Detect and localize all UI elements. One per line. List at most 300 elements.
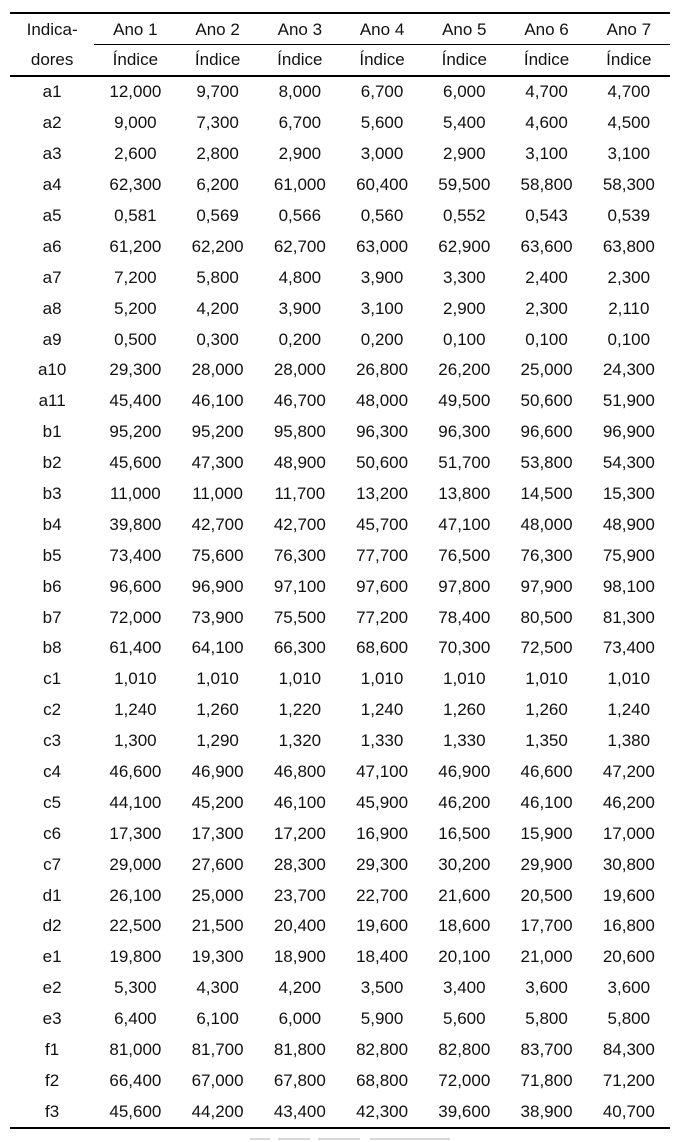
index-value-cell: 14,500 (520, 484, 573, 504)
index-value-cell: 66,400 (109, 1070, 162, 1090)
index-value-cell: 96,300 (438, 422, 491, 442)
index-value-cell: 0,100 (525, 329, 568, 349)
index-value-cell: 73,400 (602, 638, 655, 658)
index-value-cell: 68,800 (356, 1070, 409, 1090)
header-year: Ano 7 (588, 13, 670, 45)
index-value-cell: 2,300 (525, 298, 568, 318)
index-value-cell: 40,700 (602, 1101, 655, 1121)
index-value-cell: 46,900 (191, 762, 244, 782)
index-value-cell: 0,100 (443, 329, 486, 349)
index-value-cell: 63,000 (356, 236, 409, 256)
index-value-cell: 13,200 (356, 484, 409, 504)
index-value-cell: 72,500 (520, 638, 573, 658)
index-value-cell: 1,350 (525, 731, 568, 751)
index-value-cell: 46,600 (109, 762, 162, 782)
index-value-cell: 72,000 (438, 1070, 491, 1090)
index-value-cell: 47,100 (356, 762, 409, 782)
index-value-cell: 48,000 (356, 391, 409, 411)
index-value-cell: 0,566 (278, 206, 322, 225)
table-row (10, 880, 670, 911)
index-value-cell: 45,600 (109, 1101, 162, 1121)
index-value-cell: 0,300 (196, 329, 239, 349)
index-value-cell: 77,700 (356, 545, 409, 565)
indicator-label: e3 (42, 1009, 62, 1029)
index-value-cell: 17,300 (191, 823, 244, 843)
index-value-cell: 19,300 (191, 947, 244, 967)
table-row (10, 849, 670, 880)
index-value-cell: 2,900 (443, 144, 486, 164)
index-value-cell: 3,300 (443, 267, 486, 287)
index-value-cell: 1,240 (607, 700, 651, 720)
indicator-label: b8 (42, 638, 62, 658)
indicator-label: a5 (42, 206, 62, 225)
index-value-cell: 3,600 (607, 978, 651, 998)
index-value-cell: 1,220 (278, 700, 322, 720)
header-index: Índice (277, 50, 323, 69)
index-value-cell: 5,800 (525, 1009, 568, 1029)
index-value-cell: 4,700 (525, 82, 568, 102)
index-value-cell: 11,700 (274, 484, 326, 504)
index-value-cell: 51,900 (602, 391, 655, 411)
indicator-label: a3 (42, 144, 62, 164)
header-year: Ano 4 (341, 13, 423, 45)
index-value-cell: 11,000 (192, 484, 243, 504)
index-value-cell: 61,400 (109, 638, 162, 658)
index-value-cell: 28,300 (273, 854, 326, 874)
index-value-cell: 84,300 (602, 1040, 655, 1060)
index-value-cell: 46,900 (438, 762, 491, 782)
index-value-cell: 46,100 (191, 391, 244, 411)
index-value-cell: 12,000 (109, 82, 162, 102)
index-value-cell: 9,000 (114, 113, 157, 133)
index-value-cell: 26,200 (438, 360, 491, 380)
index-value-cell: 1,330 (360, 731, 404, 751)
index-value-cell: 76,500 (438, 545, 491, 565)
index-value-cell: 13,800 (438, 484, 491, 504)
index-value-cell: 30,200 (438, 854, 491, 874)
index-value-cell: 7,200 (114, 267, 157, 287)
index-value-cell: 2,600 (114, 144, 157, 164)
index-value-cell: 0,569 (196, 206, 239, 225)
index-value-cell: 2,800 (196, 144, 239, 164)
index-value-cell: 66,300 (273, 638, 326, 658)
index-value-cell: 97,800 (438, 576, 491, 596)
index-value-cell: 3,500 (360, 978, 404, 998)
index-value-cell: 5,800 (196, 267, 239, 287)
index-value-cell: 42,700 (273, 514, 326, 534)
index-value-cell: 96,900 (602, 422, 655, 442)
index-value-cell: 62,900 (438, 236, 491, 256)
indicators-table-container (10, 12, 670, 1129)
index-value-cell: 17,300 (109, 823, 162, 843)
index-value-cell: 1,260 (525, 700, 568, 720)
index-value-cell: 46,200 (438, 792, 491, 812)
index-value-cell: 75,600 (191, 545, 244, 565)
index-value-cell: 39,600 (438, 1101, 491, 1121)
index-value-cell: 3,100 (607, 144, 651, 164)
table-row (10, 293, 670, 324)
index-value-cell: 19,600 (356, 916, 409, 936)
index-value-cell: 5,600 (443, 1009, 486, 1029)
index-value-cell: 78,400 (438, 607, 491, 627)
indicator-label: c5 (43, 792, 62, 812)
header-year: Ano 6 (505, 13, 587, 45)
indicator-label: b5 (42, 545, 62, 565)
index-value-cell: 53,800 (520, 453, 573, 473)
index-value-cell: 3,100 (360, 298, 404, 318)
table-row (10, 633, 670, 664)
index-value-cell: 2,900 (443, 298, 486, 318)
indicator-label: e2 (42, 978, 62, 998)
index-value-cell: 6,000 (443, 82, 486, 102)
index-value-cell: 0,500 (114, 329, 157, 349)
header-index: Índice (441, 50, 487, 69)
index-value-cell: 4,200 (278, 978, 322, 998)
index-value-cell: 81,000 (109, 1040, 162, 1060)
table-row (10, 448, 670, 479)
indicator-label: a7 (42, 267, 62, 287)
indicator-label: b3 (42, 484, 62, 504)
index-value-cell: 17,700 (520, 916, 573, 936)
index-value-cell: 9,700 (196, 82, 239, 102)
index-value-cell: 96,900 (191, 576, 244, 596)
index-value-cell: 76,300 (520, 545, 573, 565)
table-row (10, 695, 670, 726)
index-value-cell: 95,200 (191, 422, 244, 442)
index-value-cell: 26,800 (356, 360, 409, 380)
table-body (10, 76, 670, 1128)
index-value-cell: 16,900 (356, 823, 409, 843)
index-value-cell: 46,800 (273, 762, 326, 782)
index-value-cell: 81,700 (191, 1040, 244, 1060)
table-row (10, 1035, 670, 1066)
index-value-cell: 29,900 (520, 854, 573, 874)
header-index: Índice (359, 50, 405, 69)
index-value-cell: 4,500 (607, 113, 651, 133)
indicator-label: f3 (45, 1101, 60, 1121)
indicator-label: c1 (43, 669, 62, 689)
index-value-cell: 46,200 (602, 792, 655, 812)
header-year: Ano 5 (423, 13, 505, 45)
index-value-cell: 71,800 (520, 1070, 573, 1090)
index-value-cell: 5,900 (360, 1009, 404, 1029)
indicator-label: a6 (42, 236, 62, 256)
index-value-cell: 29,300 (109, 360, 162, 380)
index-value-cell: 58,300 (602, 175, 655, 195)
index-value-cell: 19,600 (602, 885, 655, 905)
index-value-cell: 1,240 (360, 700, 404, 720)
table-row (10, 509, 670, 540)
index-value-cell: 3,900 (278, 298, 322, 318)
index-value-cell: 45,900 (356, 792, 409, 812)
index-value-cell: 21,600 (438, 885, 491, 905)
index-value-cell: 1,380 (607, 731, 651, 751)
index-value-cell: 4,700 (607, 82, 651, 102)
index-value-cell: 1,010 (525, 669, 568, 689)
indicator-label: c3 (43, 731, 62, 751)
index-value-cell: 60,400 (356, 175, 409, 195)
index-value-cell: 5,600 (360, 113, 404, 133)
index-value-cell: 18,600 (438, 916, 491, 936)
indicator-label: d1 (42, 885, 62, 905)
index-value-cell: 68,600 (356, 638, 409, 658)
header-indicators-top: Indica- (26, 20, 78, 40)
index-value-cell: 72,000 (109, 607, 162, 627)
index-value-cell: 44,100 (109, 792, 162, 812)
index-value-cell: 75,900 (602, 545, 655, 565)
header-year: Ano 3 (259, 13, 341, 45)
table-row (10, 1004, 670, 1035)
table-row (10, 942, 670, 973)
index-value-cell: 7,300 (196, 113, 239, 133)
index-value-cell: 67,000 (191, 1070, 244, 1090)
index-value-cell: 22,700 (356, 885, 409, 905)
index-value-cell: 73,400 (109, 545, 162, 565)
index-value-cell: 1,300 (114, 731, 157, 751)
index-value-cell: 6,700 (278, 113, 322, 133)
index-value-cell: 2,110 (608, 298, 650, 318)
index-value-cell: 23,700 (273, 885, 326, 905)
index-value-cell: 20,600 (602, 947, 655, 967)
index-value-cell: 67,800 (273, 1070, 326, 1090)
table-row (10, 571, 670, 602)
index-value-cell: 45,400 (109, 391, 162, 411)
index-value-cell: 59,500 (438, 175, 491, 195)
index-value-cell: 50,600 (520, 391, 573, 411)
indicator-label: c7 (43, 854, 62, 874)
index-value-cell: 5,200 (114, 298, 157, 318)
table-header (10, 13, 670, 76)
index-value-cell: 0,560 (360, 206, 404, 225)
index-value-cell: 29,300 (356, 854, 409, 874)
index-value-cell: 15,300 (602, 484, 655, 504)
index-value-cell: 62,700 (273, 236, 326, 256)
index-value-cell: 47,100 (438, 514, 491, 534)
indicator-label: e1 (42, 947, 62, 967)
index-value-cell: 20,100 (438, 947, 491, 967)
table-row (10, 726, 670, 757)
index-value-cell: 95,200 (109, 422, 162, 442)
index-value-cell: 97,900 (520, 576, 573, 596)
caption-fragment (250, 1136, 450, 1142)
index-value-cell: 28,000 (191, 360, 244, 380)
index-value-cell: 49,500 (438, 391, 491, 411)
table-row (10, 757, 670, 788)
index-value-cell: 5,300 (114, 978, 157, 998)
index-value-cell: 17,200 (273, 823, 326, 843)
table-row (10, 170, 670, 201)
index-value-cell: 2,400 (525, 267, 568, 287)
indicator-label: b1 (42, 422, 62, 442)
table-row (10, 602, 670, 633)
index-value-cell: 62,300 (109, 175, 162, 195)
index-value-cell: 73,900 (191, 607, 244, 627)
header-index: Índice (112, 50, 159, 69)
index-value-cell: 11,000 (110, 484, 161, 504)
index-value-cell: 18,900 (273, 947, 326, 967)
index-value-cell: 24,300 (602, 360, 655, 380)
index-value-cell: 42,300 (356, 1101, 409, 1121)
header-year: Ano 2 (176, 13, 258, 45)
index-value-cell: 20,500 (520, 885, 573, 905)
index-value-cell: 17,000 (602, 823, 655, 843)
index-value-cell: 6,100 (196, 1009, 239, 1029)
index-value-cell: 46,100 (273, 792, 326, 812)
index-value-cell: 0,581 (114, 206, 157, 225)
index-value-cell: 8,000 (278, 82, 322, 102)
index-value-cell: 0,200 (360, 329, 404, 349)
index-value-cell: 1,290 (196, 731, 239, 751)
index-value-cell: 1,240 (114, 700, 157, 720)
index-value-cell: 97,600 (356, 576, 409, 596)
table-row (10, 417, 670, 448)
indicator-label: a2 (42, 113, 62, 133)
index-value-cell: 1,260 (443, 700, 486, 720)
header-index: Índice (606, 50, 652, 69)
index-value-cell: 6,200 (196, 175, 239, 195)
index-value-cell: 22,500 (109, 916, 162, 936)
index-value-cell: 16,500 (438, 823, 491, 843)
index-value-cell: 43,400 (273, 1101, 326, 1121)
index-value-cell: 1,260 (196, 700, 239, 720)
index-value-cell: 3,400 (443, 978, 486, 998)
index-value-cell: 97,100 (273, 576, 326, 596)
index-value-cell: 18,400 (356, 947, 409, 967)
index-value-cell: 2,900 (278, 144, 322, 164)
table-row (10, 76, 670, 108)
index-value-cell: 6,400 (114, 1009, 157, 1029)
index-value-cell: 0,552 (443, 206, 486, 225)
indicator-label: f2 (45, 1070, 60, 1090)
table-row (10, 973, 670, 1004)
index-value-cell: 3,600 (525, 978, 568, 998)
header-row-index (10, 45, 670, 77)
header-index: Índice (523, 50, 570, 69)
index-value-cell: 28,000 (273, 360, 326, 380)
index-value-cell: 2,300 (607, 267, 651, 287)
table-row (10, 664, 670, 695)
index-value-cell: 58,800 (520, 175, 573, 195)
indicator-label: b7 (42, 607, 62, 627)
table-row (10, 139, 670, 170)
index-value-cell: 45,700 (356, 514, 409, 534)
index-value-cell: 25,000 (520, 360, 573, 380)
index-value-cell: 0,539 (607, 206, 651, 225)
header-index: Índice (194, 50, 241, 69)
table-row (10, 911, 670, 942)
index-value-cell: 46,600 (520, 762, 573, 782)
indicator-label: a1 (42, 82, 62, 102)
table-row (10, 540, 670, 571)
index-value-cell: 20,400 (273, 916, 326, 936)
index-value-cell: 44,200 (191, 1101, 244, 1121)
indicator-label: c2 (43, 700, 62, 720)
index-value-cell: 3,100 (525, 144, 568, 164)
index-value-cell: 5,400 (443, 113, 486, 133)
indicator-label: b6 (42, 576, 62, 596)
index-value-cell: 4,200 (196, 298, 239, 318)
index-value-cell: 48,000 (520, 514, 573, 534)
header-indicators-bottom: dores (30, 49, 74, 69)
index-value-cell: 4,600 (525, 113, 568, 133)
index-value-cell: 3,900 (360, 267, 404, 287)
index-value-cell: 15,900 (520, 823, 573, 843)
index-value-cell: 63,800 (602, 236, 655, 256)
index-value-cell: 6,000 (278, 1009, 322, 1029)
indicator-label: c6 (43, 823, 62, 843)
index-value-cell: 6,700 (360, 82, 404, 102)
index-value-cell: 64,100 (191, 638, 244, 658)
index-value-cell: 47,200 (602, 762, 655, 782)
index-value-cell: 38,900 (520, 1101, 573, 1121)
index-value-cell: 46,100 (520, 792, 573, 812)
index-value-cell: 16,800 (602, 916, 655, 936)
index-value-cell: 1,320 (278, 731, 322, 751)
header-row-years (10, 13, 670, 45)
index-value-cell: 80,500 (520, 607, 573, 627)
indicator-label: a8 (42, 298, 62, 318)
table-row (10, 231, 670, 262)
index-value-cell: 96,600 (109, 576, 162, 596)
index-value-cell: 3,000 (360, 144, 404, 164)
table-row (10, 1066, 670, 1097)
index-value-cell: 25,000 (191, 885, 244, 905)
table-row (10, 818, 670, 849)
index-value-cell: 27,600 (191, 854, 244, 874)
index-value-cell: 96,300 (356, 422, 409, 442)
table-row (10, 262, 670, 293)
index-value-cell: 21,500 (191, 916, 244, 936)
indicator-label: b2 (42, 453, 62, 473)
index-value-cell: 54,300 (602, 453, 655, 473)
index-value-cell: 62,200 (191, 236, 244, 256)
index-value-cell: 0,100 (607, 329, 651, 349)
index-value-cell: 71,200 (602, 1070, 655, 1090)
index-value-cell: 1,010 (360, 669, 404, 689)
index-value-cell: 82,800 (438, 1040, 491, 1060)
index-value-cell: 47,300 (191, 453, 244, 473)
index-value-cell: 26,100 (109, 885, 162, 905)
index-value-cell: 82,800 (356, 1040, 409, 1060)
index-value-cell: 1,010 (278, 669, 322, 689)
table-row (10, 787, 670, 818)
index-value-cell: 77,200 (356, 607, 409, 627)
table-row (10, 1096, 670, 1128)
index-value-cell: 70,300 (438, 638, 491, 658)
index-value-cell: 95,800 (273, 422, 326, 442)
indicator-label: b4 (42, 514, 62, 534)
index-value-cell: 1,010 (196, 669, 239, 689)
index-value-cell: 21,000 (520, 947, 573, 967)
index-value-cell: 63,600 (520, 236, 573, 256)
indicator-label: d2 (42, 916, 62, 936)
indicator-label: c4 (43, 762, 62, 782)
index-value-cell: 61,200 (109, 236, 162, 256)
index-value-cell: 1,330 (443, 731, 486, 751)
index-value-cell: 5,800 (607, 1009, 651, 1029)
index-value-cell: 75,500 (273, 607, 326, 627)
index-value-cell: 4,800 (278, 267, 322, 287)
index-value-cell: 48,900 (602, 514, 655, 534)
index-value-cell: 76,300 (273, 545, 326, 565)
index-value-cell: 42,700 (191, 514, 244, 534)
indicator-label: a9 (42, 329, 62, 349)
index-value-cell: 1,010 (607, 669, 651, 689)
index-value-cell: 45,200 (191, 792, 244, 812)
index-value-cell: 1,010 (443, 669, 486, 689)
index-value-cell: 39,800 (109, 514, 162, 534)
index-value-cell: 51,700 (438, 453, 491, 473)
